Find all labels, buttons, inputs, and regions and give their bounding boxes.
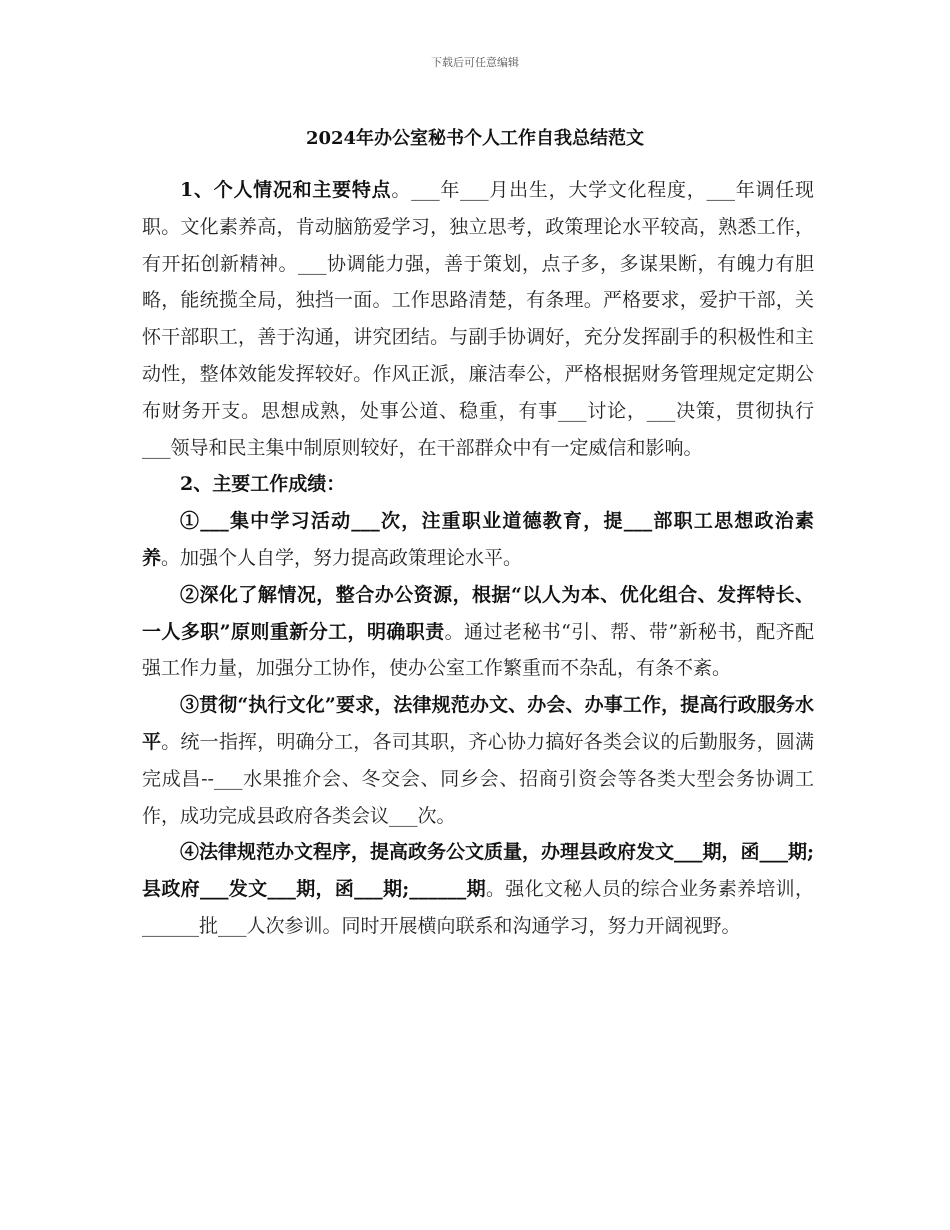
document-title: 2024年办公室秘书个人工作自我总结范文 <box>305 128 645 149</box>
section-heading: 1、个人情况和主要特点 <box>180 179 392 201</box>
item-heading: ②深化了解情况，整合办公资源，根据“以人为本、优化组合、发挥特长、一人多职”原则重新分工，明确职责 <box>142 583 814 643</box>
paragraph-text: 。强化文秘人员的综合业务素养培训，______批___人次参训。同时开展横向联系和沟通学习，努力开阔视野。 <box>142 878 814 937</box>
paragraph-item-1 <box>142 503 814 577</box>
paragraph-text: 。统一指挥，明确分工，各司其职，齐心协力搞好各类会议的后勤服务，圆满完成昌--___水果推介会、冬交会、同乡会、招商引资会等各类大型会务协调工作，成功完成县政府各类会议___次。 <box>142 730 814 827</box>
paragraph-item-4 <box>142 834 814 944</box>
item-heading: ④法律规范办文程序，提高政务公文质量，办理县政府发文___期，函___期;县政府___发文___期，函___期;______期 <box>142 841 815 901</box>
paragraph-personal-info <box>142 172 814 466</box>
paragraph-achievements-heading <box>142 466 814 503</box>
item-heading: ③贯彻“执行文化”要求，法律规范办文、办会、办事工作，提高行政服务水平 <box>142 694 814 753</box>
paragraph-text: 。___年___月出生，大学文化程度，___年调任现职。文化素养高，肯动脑筋爱学习，独立思考，政策理论水平较高，熟悉工作，有开拓创新精神。___协调能力强，善于策划，点子多，多谋果断，有魄力有胆略，能统揽全局，独挡一面。工作思路清楚，有条理。严格要求，爱护干部，关怀干部职工，善于沟通，讲究团结。与副手协调好，充分发挥副手的积极性和主动性，整体效能发挥较好。作风正派，廉洁奉公，严格根据财务管理规定定期公布财务开支。思想成熟，处事公道、稳重，有事___讨论，___决策，贯彻执行___领导和民主集中制原则较好，在干部群众中有一定威信和影响。 <box>142 179 814 459</box>
paragraph-text: 。加强个人自学，努力提高政策理论水平。 <box>161 546 523 569</box>
header-note: 下载后可任意编辑 <box>431 56 519 69</box>
section-heading: 2、主要工作成绩： <box>180 473 346 496</box>
document-body <box>142 172 814 945</box>
paragraph-item-3 <box>142 687 814 834</box>
paragraph-text: 。通过老秘书“引、帮、带”新秘书，配齐配强工作力量，加强分工协作，使办公室工作繁重而不杂乱，有条不紊。 <box>142 620 814 680</box>
paragraph-item-2 <box>142 577 814 687</box>
item-heading: ①___集中学习活动___次，注重职业道德教育，提___部职工思想政治素养 <box>142 510 814 569</box>
